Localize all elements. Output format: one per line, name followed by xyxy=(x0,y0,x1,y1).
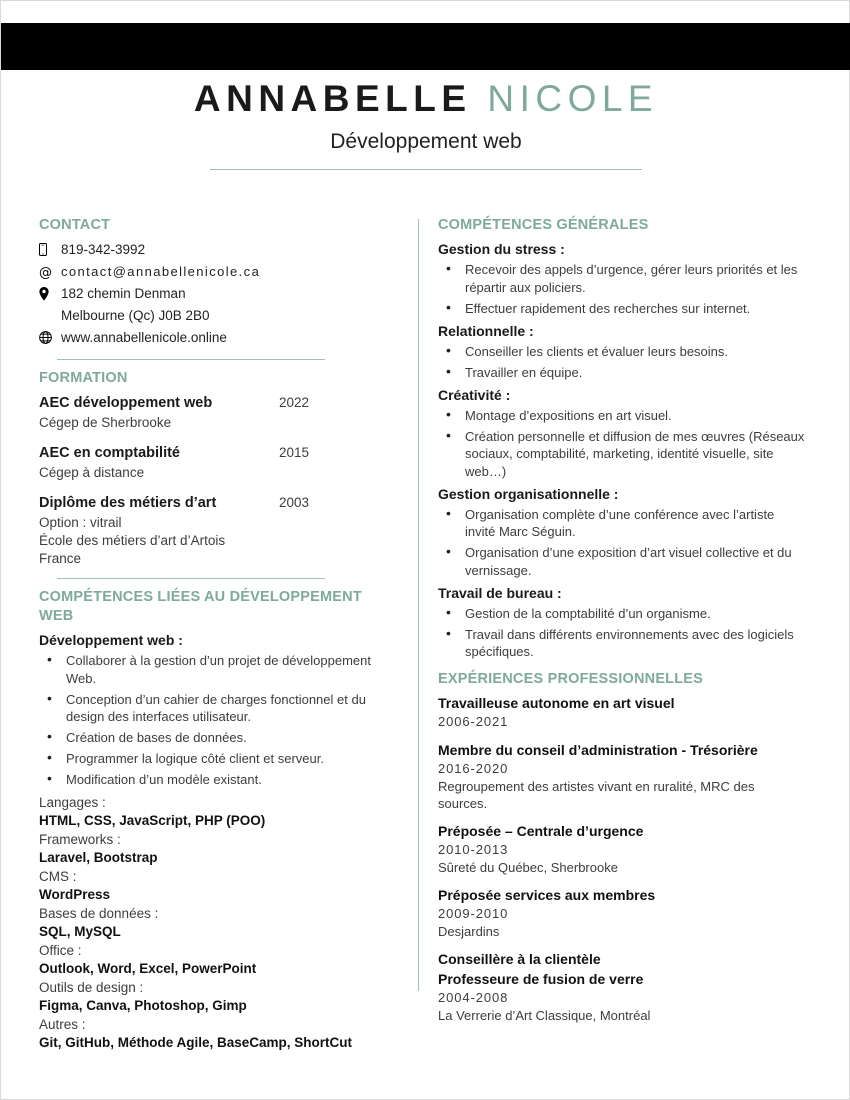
education-school: Cégep de Sherbrooke xyxy=(39,415,172,430)
list-item: • Recevoir des appels d’urgence, gérer leurs priorités et les répartir aux policiers. xyxy=(438,261,806,296)
skill-group-title: Créativité : xyxy=(438,386,511,403)
web-skills-bullet-list xyxy=(39,652,384,789)
skill-group xyxy=(438,583,806,661)
list-item: • Organisation complète d’une conférence avec l’artiste invité Marc Séguin. xyxy=(438,506,806,541)
skill-group xyxy=(438,385,806,481)
list-item: • Création personnelle et diffusion de mes œuvres (Réseaux sociaux, comptabilité, marketing, identité visuelle, site web…) xyxy=(438,428,806,481)
list-item: • Organisation d’une exposition d’art visuel collective et du vernissage. xyxy=(438,544,806,579)
education-year: 2015 xyxy=(279,445,310,460)
formation-section xyxy=(39,369,384,579)
list-item: • Effectuer rapidement des recherches sur internet. xyxy=(438,300,806,318)
experience-date: 2010-2013 xyxy=(438,842,509,857)
list-item: • Travailler en équipe. xyxy=(438,364,806,382)
education-item xyxy=(39,392,384,432)
tech-label: Frameworks : xyxy=(39,831,121,847)
education-item xyxy=(39,492,384,568)
experience-title: Membre du conseil d’administration - Trésorière xyxy=(438,742,758,758)
experience-date: 2004-2008 xyxy=(438,990,509,1005)
skill-group-bullets xyxy=(438,407,806,481)
experience-title-secondary: Professeure de fusion de verre xyxy=(438,971,644,987)
contact-address-row xyxy=(39,283,384,305)
web-skills-heading: COMPÉTENCES LIÉES AU DÉVELOPPEMENT WEB xyxy=(39,589,362,624)
web-skills-section xyxy=(39,588,384,1053)
email-address[interactable]: contact@annabellenicole.ca xyxy=(61,264,261,279)
phone-number[interactable]: 819-342-3992 xyxy=(61,242,146,257)
left-column xyxy=(39,216,384,1053)
top-black-banner xyxy=(1,23,850,70)
list-item: • Collaborer à la gestion d’un projet de développement Web. xyxy=(39,652,384,687)
map-pin-icon xyxy=(39,283,61,305)
skill-group-title: Gestion organisationnelle : xyxy=(438,485,619,502)
web-skills-subheading: Développement web : xyxy=(39,632,183,648)
education-degree: Diplôme des métiers d’art xyxy=(39,495,217,511)
experience-organization: Desjardins xyxy=(438,924,500,939)
experience-item xyxy=(438,693,806,731)
education-country: France xyxy=(39,551,82,566)
first-name: ANNABELLE xyxy=(193,78,488,119)
tech-stack-list xyxy=(39,794,384,1053)
skill-group-bullets xyxy=(438,261,806,317)
skill-group xyxy=(438,321,806,382)
education-school: Cégep à distance xyxy=(39,465,145,480)
address-line-1: 182 chemin Denman xyxy=(61,286,186,301)
full-name xyxy=(1,77,850,121)
experience-date: 2009-2010 xyxy=(438,906,509,921)
header-divider xyxy=(210,169,642,170)
contact-website-row xyxy=(39,327,384,349)
mobile-phone-icon xyxy=(39,239,61,261)
svg-text:@: @ xyxy=(39,265,53,279)
tech-label: Office : xyxy=(39,942,82,958)
tech-value: SQL, MySQL xyxy=(39,924,121,939)
formation-section-divider xyxy=(57,578,325,579)
education-degree: AEC développement web xyxy=(39,395,213,411)
list-item: • Modification d’un modèle existant. xyxy=(39,771,384,789)
tech-value: Outlook, Word, Excel, PowerPoint xyxy=(39,961,257,976)
contact-heading: CONTACT xyxy=(39,217,111,233)
education-option: Option : vitrail xyxy=(39,515,122,530)
experience-item xyxy=(438,885,806,940)
column-divider xyxy=(418,219,419,991)
education-item xyxy=(39,442,384,482)
education-year: 2003 xyxy=(279,495,310,510)
last-name: NICOLE xyxy=(487,78,659,119)
list-item: • Programmer la logique côté client et serveur. xyxy=(39,750,384,768)
skill-group-title: Travail de bureau : xyxy=(438,584,562,601)
experience-title: Préposée – Centrale d’urgence xyxy=(438,823,644,839)
list-item: • Conseiller les clients et évaluer leurs besoins. xyxy=(438,343,806,361)
education-school: École des métiers d’art d’Artois xyxy=(39,533,226,548)
address-line-2: Melbourne (Qc) J0B 2B0 xyxy=(61,308,210,323)
skill-group xyxy=(438,239,806,317)
education-year: 2022 xyxy=(279,395,310,410)
tech-value: HTML, CSS, JavaScript, PHP (POO) xyxy=(39,813,266,828)
tech-label: CMS : xyxy=(39,868,77,884)
experience-title: Préposée services aux membres xyxy=(438,887,656,903)
website-url[interactable]: www.annabellenicole.online xyxy=(61,330,227,345)
tech-label: Langages : xyxy=(39,794,106,810)
experience-title: Travailleuse autonome en art visuel xyxy=(438,695,675,711)
tech-label: Outils de design : xyxy=(39,979,144,995)
general-skills-section xyxy=(438,216,806,661)
general-skills-heading: COMPÉTENCES GÉNÉRALES xyxy=(438,217,649,233)
skill-group-title: Gestion du stress : xyxy=(438,241,565,257)
experience-item xyxy=(438,740,806,812)
tech-value: Figma, Canva, Photoshop, Gimp xyxy=(39,998,247,1013)
list-item: • Montage d’expositions en art visuel. xyxy=(438,407,806,425)
right-column xyxy=(438,216,806,1033)
tech-label: Bases de données : xyxy=(39,905,159,921)
contact-section-divider xyxy=(57,359,325,360)
list-item: • Travail dans différents environnements avec des logiciels spécifiques. xyxy=(438,626,806,661)
experience-item xyxy=(438,949,806,1024)
experience-date: 2016-2020 xyxy=(438,761,509,776)
experience-heading: EXPÉRIENCES PROFESSIONNELLES xyxy=(438,671,704,687)
contact-phone-row xyxy=(39,239,384,261)
experience-organization: La Verrerie d’Art Classique, Montréal xyxy=(438,1008,651,1023)
education-degree: AEC en comptabilité xyxy=(39,445,180,461)
skill-group-bullets xyxy=(438,343,806,382)
skill-group-bullets xyxy=(438,605,806,661)
skill-group-bullets xyxy=(438,506,806,580)
resume-header xyxy=(1,77,850,170)
list-item: • Gestion de la comptabilité d’un organisme. xyxy=(438,605,806,623)
globe-icon xyxy=(39,327,61,349)
skill-group-title: Relationnelle : xyxy=(438,322,534,339)
experience-section xyxy=(438,670,806,1024)
experience-title: Conseillère à la clientèle xyxy=(438,951,601,967)
list-item: • Création de bases de données. xyxy=(39,729,384,747)
tech-label: Autres : xyxy=(39,1016,86,1032)
skill-group xyxy=(438,484,806,580)
tech-value: WordPress xyxy=(39,887,111,902)
job-title: Développement web xyxy=(330,130,522,153)
tech-value: Git, GitHub, Méthode Agile, BaseCamp, ShortCut xyxy=(39,1035,353,1050)
contact-email-row xyxy=(39,261,384,283)
list-item: • Conception d’un cahier de charges fonctionnel et du design des interfaces utilisateur. xyxy=(39,691,384,726)
tech-value: Laravel, Bootstrap xyxy=(39,850,158,865)
experience-organization: Sûreté du Québec, Sherbrooke xyxy=(438,860,618,875)
experience-organization: Regroupement des artistes vivant en ruralité, MRC des sources. xyxy=(438,779,755,811)
contact-list xyxy=(39,239,384,349)
education-list xyxy=(39,392,384,568)
formation-heading: FORMATION xyxy=(39,370,128,386)
contact-section xyxy=(39,216,384,360)
experience-item xyxy=(438,821,806,876)
experience-date: 2006-2021 xyxy=(438,714,509,729)
at-sign-icon xyxy=(39,261,61,283)
